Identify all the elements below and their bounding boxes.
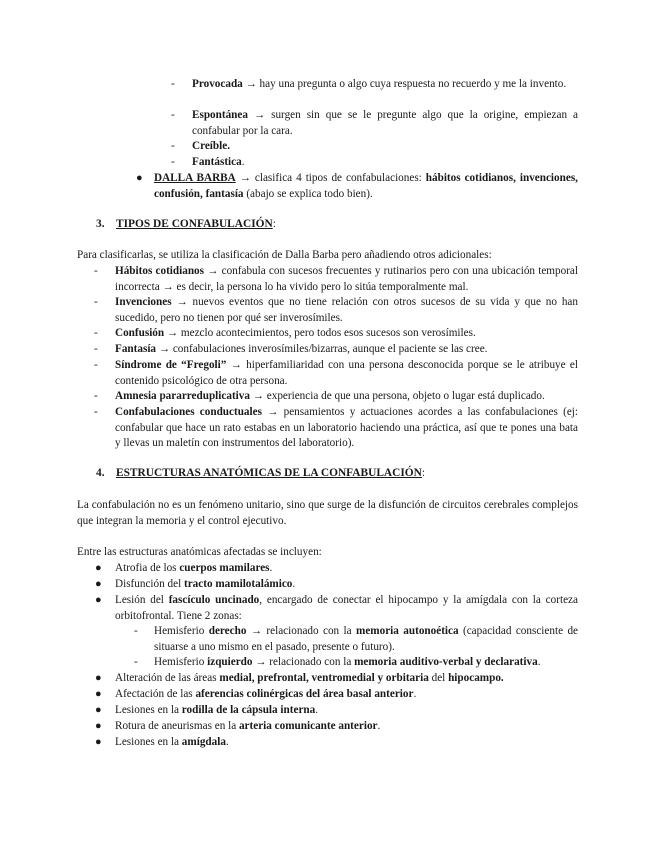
list-item-arteria-comunicante: [95, 719, 578, 735]
dash-marker: -: [171, 109, 175, 121]
list-item-fregoli: [94, 358, 578, 389]
section-heading-4: 4. ESTRUCTURAS ANATÓMICAS DE LA CONFABULACIÓN:: [96, 467, 426, 479]
sub-item-hemisferio-izquierdo: [134, 655, 578, 671]
dash-marker: -: [171, 78, 175, 90]
list-item-tracto-mamilotalamico: [95, 577, 578, 593]
list-item-text: Invenciones → nuevos eventos que no tiene relación con otros sucesos de su vida y que no han sucedido, pero no tienen por qué ser inverosímiles.: [115, 296, 578, 324]
bullet-marker: ●: [95, 562, 102, 574]
bullet-marker: ●: [95, 672, 102, 684]
dash-marker: -: [171, 140, 175, 152]
section-heading-3: 3. TIPOS DE CONFABULACIÓN:: [96, 218, 276, 230]
list-item-aferencias-colinergicas: [95, 687, 578, 703]
list-item-creible: [172, 139, 578, 155]
list-item-text: Hábitos cotidianos → confabula con sucesos frecuentes y rutinarios pero con una ubicación temporal incorrecta → es decir, la persona lo ha vivido pero lo sitúa temporalmente mal.: [115, 265, 578, 293]
list-item-dalla-barba: [136, 171, 578, 202]
list-item-fantasia: [94, 342, 578, 358]
list-item-text: Síndrome de “Fregoli” → hiperfamiliaridad con una persona desconocida porque se le atribuye el contenido psicológico de otra persona.: [115, 359, 578, 387]
list-item-text: Confabulaciones conductuales → pensamientos y actuaciones acordes a las confabulaciones (ej: confabular que hace un rato estabas en un laboratorio haciendo una práctica, así que te pones una bata y llevas un maletín con instrumentos del laboratorio).: [115, 406, 579, 449]
list-item-habitos: [94, 264, 578, 295]
list-item-conductuales: [94, 405, 578, 452]
list-item-text: Afectación de las aferencias colinérgicas del área basal anterior.: [115, 688, 417, 700]
list-item-text: Creíble.: [192, 140, 231, 152]
list-item-text: Atrofia de los cuerpos mamilares.: [115, 562, 273, 574]
section-4-list-intro: Entre las estructuras anatómicas afectadas se incluyen:: [77, 546, 322, 558]
list-item-invenciones: [94, 295, 578, 326]
list-item-text: Alteración de las áreas medial, prefrontal, ventromedial y orbitaria del hipocampo.: [115, 672, 504, 684]
list-item-text: Fantasía → confabulaciones inverosímiles/bizarras, aunque el paciente se las cree.: [115, 343, 488, 355]
bullet-marker: ●: [95, 688, 102, 700]
dash-marker: -: [94, 296, 98, 308]
dash-marker: -: [134, 625, 138, 637]
list-item-text: Rotura de aneurismas en la arteria comunicante anterior.: [115, 720, 381, 732]
dash-marker: -: [94, 343, 98, 355]
list-item-cuerpos-mamilares: [95, 561, 578, 577]
dash-marker: -: [94, 390, 98, 402]
dash-marker: -: [171, 156, 175, 168]
bullet-marker: ●: [95, 720, 102, 732]
list-item-fantastica: [172, 155, 578, 171]
list-item-text: Amnesia pararreduplicativa → experiencia de que una persona, objeto o lugar está duplicado.: [115, 390, 545, 402]
dash-marker: -: [94, 359, 98, 371]
list-item-text: Confusión → mezclo acontecimientos, pero todos esos sucesos son verosímiles.: [115, 327, 476, 339]
list-item-provocada: [172, 77, 578, 93]
bullet-marker: ●: [95, 594, 102, 606]
sub-item-text: Hemisferio derecho → relacionado con la memoria autonoética (capacidad consciente de situarse a uno mismo en el pasado, presente o futuro).: [154, 625, 579, 653]
bullet-marker: ●: [95, 704, 102, 716]
list-item-text: Fantástica.: [192, 156, 245, 168]
bullet-marker: ●: [136, 172, 143, 184]
dash-marker: -: [94, 327, 98, 339]
list-item-capsula-interna: [95, 703, 578, 719]
list-item-fasciculo-uncinado: [95, 593, 578, 624]
list-item-text: Lesiones en la rodilla de la cápsula interna.: [115, 704, 319, 716]
list-item-text: Provocada → hay una pregunta o algo cuya respuesta no recuerdo y me la invento.: [192, 78, 567, 90]
list-item-confusion: [94, 326, 578, 342]
dash-marker: -: [134, 656, 138, 668]
dash-marker: -: [94, 265, 98, 277]
list-item-text: Espontánea → surgen sin que se le pregunte algo que la origine, empiezan a confabular por la cara.: [192, 109, 578, 137]
list-item-text: Lesiones en la amígdala.: [115, 736, 229, 748]
bullet-marker: ●: [95, 736, 102, 748]
list-item-text: DALLA BARBA → clasifica 4 tipos de confabulaciones: hábitos cotidianos, invenciones, confusión, fantasía (abajo se explica todo bien).: [154, 172, 578, 200]
section-3-intro: Para clasificarlas, se utiliza la clasificación de Dalla Barba pero añadiendo otros adicionales:: [77, 249, 492, 261]
section-4-paragraph: La confabulación no es un fenómeno unitario, sino que surge de la disfunción de circuitos cerebrales complejos que integran la memoria y el control ejecutivo.: [77, 499, 578, 527]
list-item-espontanea: [172, 108, 578, 139]
sub-item-text: Hemisferio izquierdo → relacionado con la memoria auditivo-verbal y declarativa.: [154, 656, 541, 668]
list-item-areas-hipocampo: [95, 671, 578, 687]
list-item-text: Disfunción del tracto mamilotalámico.: [115, 578, 296, 590]
list-item-text: Lesión del fascículo uncinado, encargado de conectar el hipocampo y la amígdala con la corteza orbitofrontal. Tiene 2 zonas:: [115, 594, 578, 622]
list-item-amnesia: [94, 389, 578, 405]
sub-item-hemisferio-derecho: [134, 624, 578, 655]
list-item-amigdala: [95, 735, 578, 751]
dash-marker: -: [94, 406, 98, 418]
bullet-marker: ●: [95, 578, 102, 590]
